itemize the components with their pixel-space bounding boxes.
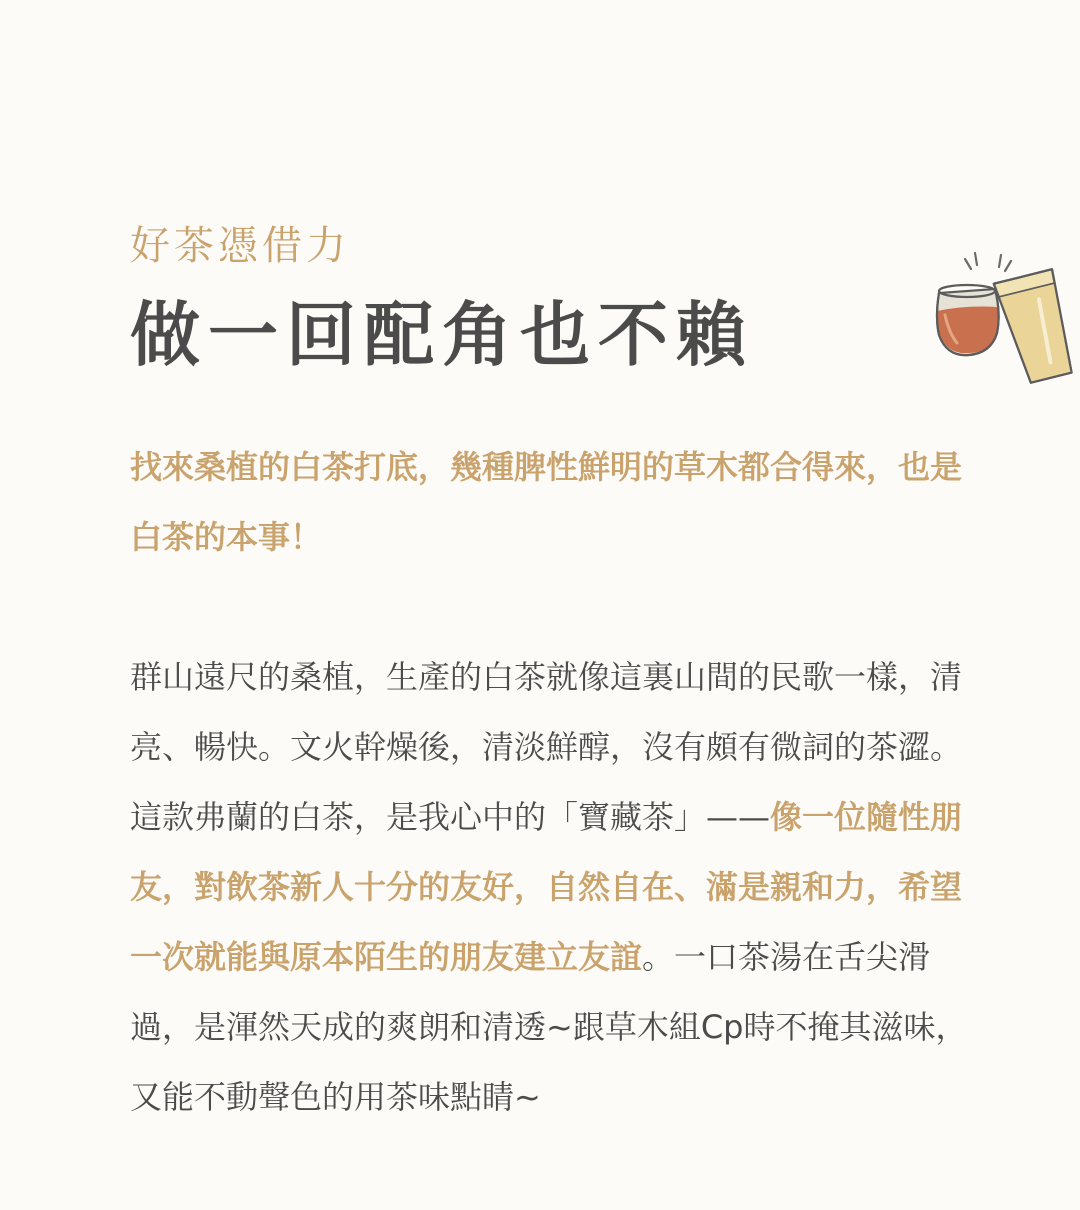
body-highlight: 像一位隨性朋友，對飲茶新人十分的友好，自然自在、滿是親和力，希望一次就能與原本陌生的朋友建立友誼 bbox=[130, 798, 963, 976]
section-headline: 做一回配角也不賴 bbox=[130, 293, 754, 376]
body-paragraph bbox=[130, 642, 970, 1132]
section-kicker: 好茶憑借力 bbox=[130, 223, 350, 269]
body-text-part-2: 。一口茶湯在舌尖滑過，是渾然天成的爽朗和清透~跟草木組Cp時不掩其滋味，又能不動聲色的用茶味點睛~ bbox=[130, 938, 968, 1116]
body-text-part-1: 群山遠尺的桑植，生產的白茶就像這裏山間的民歌一樣，清亮、暢快。文火幹燥後，清淡鮮醇，沒有頗有微詞的茶澀。這款弗蘭的白茶，是我心中的「寶藏茶」—— bbox=[130, 658, 963, 836]
two-tea-glasses-toast-icon bbox=[925, 245, 1080, 390]
intro-paragraph: 找來桑植的白茶打底，幾種脾性鮮明的草木都合得來，也是白茶的本事！ bbox=[130, 448, 963, 556]
